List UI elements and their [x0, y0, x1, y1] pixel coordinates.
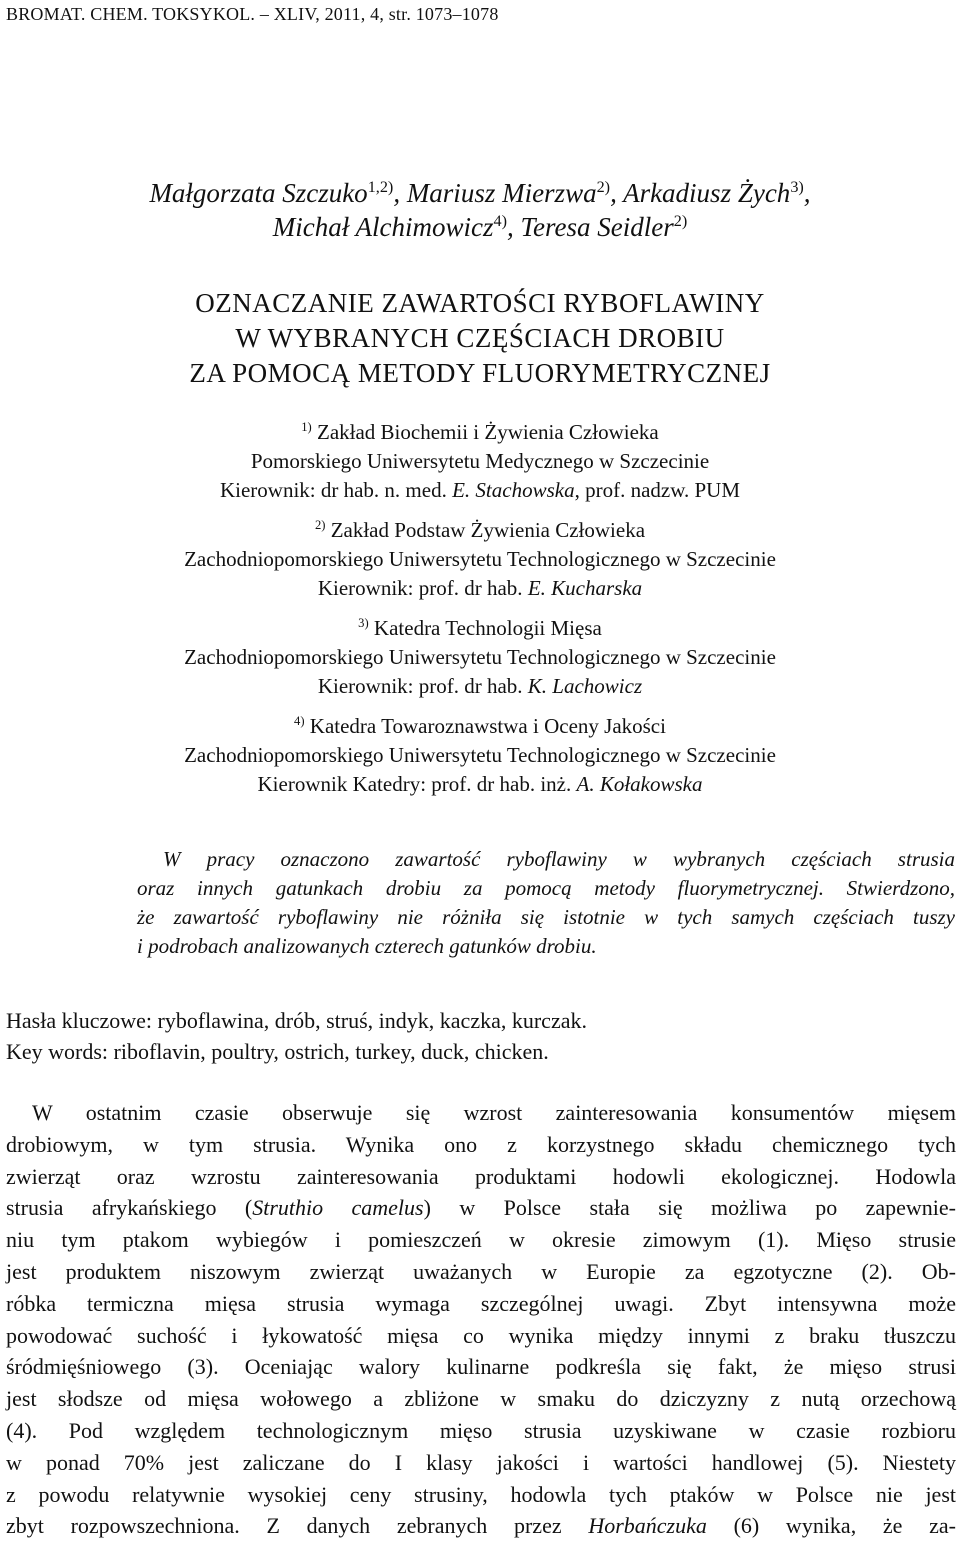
body-line	[6, 1383, 956, 1415]
affiliation-institution: Zachodniopomorskiego Uniwersytetu Technologicznego w Szczecinie	[184, 547, 776, 571]
body-text-run: jest słodsze od mięsa wołowego a zbliżone w smaku do dziczyzny z nutą orzechową	[6, 1386, 956, 1412]
affiliation-marker: 4)	[294, 714, 305, 728]
author-affiliation-marker: 2)	[673, 212, 688, 230]
body-text-run: zbyt rozpowszechniona. Z danych zebranych przez	[6, 1513, 589, 1539]
abstract-line: i podrobach analizowanych czterech gatunków drobiu.	[137, 934, 597, 958]
body-line	[6, 1415, 956, 1447]
affiliation-unit: Zakład Biochemii i Żywienia Człowieka	[311, 420, 659, 444]
article-title	[0, 286, 960, 391]
author-line-1	[0, 176, 960, 210]
author-line-2	[0, 210, 960, 244]
body-line	[6, 1192, 956, 1224]
author-affiliation-marker: 1,2)	[367, 178, 394, 196]
body-text-run: strusia afrykańskiego (	[6, 1195, 253, 1221]
author-affiliation-marker: 2)	[596, 178, 611, 196]
author-name: Michał Alchimowicz	[272, 212, 494, 242]
abstract	[137, 845, 955, 961]
journal-header: BROMAT. CHEM. TOKSYKOL. – XLIV, 2011, 4, str. 1073–1078	[6, 4, 499, 24]
abstract-line: że zawartość ryboflawiny nie różniła się istotnie w tych samych częściach tuszy	[137, 905, 955, 929]
author-name: Małgorzata Szczuko	[149, 178, 368, 208]
body-text-run: śródmięśniowego (3). Oceniając walory kulinarne podkreśla się fakt, że mięso strusi	[6, 1354, 956, 1380]
affiliation-institution: Zachodniopomorskiego Uniwersytetu Technologicznego w Szczecinie	[184, 645, 776, 669]
body-text-run: w ponad 70% jest zaliczane do I klasy jakości i wartości handlowej (5). Niestety	[6, 1449, 956, 1475]
affiliation-head-name: A. Kołakowska	[576, 772, 703, 796]
body-line	[6, 1510, 956, 1542]
author-name: , Arkadiusz Żych	[610, 178, 791, 208]
affiliation-unit: Katedra Towaroznawstwa i Oceny Jakości	[304, 714, 666, 738]
body-line	[6, 1224, 956, 1256]
body-line	[6, 1161, 956, 1193]
author-separator: ,	[803, 178, 811, 208]
affiliations	[0, 418, 960, 810]
affiliation-head-name: E. Stachowska	[452, 478, 575, 502]
keywords-pl: Hasła kluczowe: ryboflawina, drób, struś, indyk, kaczka, kurczak.	[6, 1008, 587, 1033]
affiliation-head-prefix: Kierownik Katedry: prof. dr hab. inż.	[257, 772, 577, 796]
body-line	[6, 1320, 956, 1352]
author-affiliation-marker: 3)	[790, 178, 804, 196]
keywords	[6, 1005, 956, 1067]
affiliation-unit: Katedra Technologii Mięsa	[368, 616, 602, 640]
affiliation-4	[0, 712, 960, 799]
body-line	[6, 1256, 956, 1288]
affiliation-marker: 1)	[301, 420, 312, 434]
body-text-run: (6) wynika, że za-	[706, 1513, 956, 1539]
affiliation-head-prefix: Kierownik: prof. dr hab.	[317, 576, 528, 600]
body-text-run: drobiowym, w tym strusia. Wynika ono z korzystnego składu chemicznego tych	[6, 1131, 956, 1157]
body-text-run: niu tym ptakom wybiegów i pomieszczeń w okresie zimowym (1). Mięso strusie	[6, 1227, 956, 1253]
affiliation-institution: Pomorskiego Uniwersytetu Medycznego w Szczecinie	[250, 449, 710, 473]
affiliation-marker: 2)	[314, 518, 326, 532]
affiliation-head-suffix: , prof. nadzw. PUM	[574, 478, 741, 502]
author-affiliation-marker: 4)	[493, 212, 507, 230]
body-text-run: W ostatnim czasie obserwuje się wzrost zainteresowania konsumentów mięsem	[32, 1100, 956, 1125]
body-line	[6, 1288, 956, 1320]
body-text-run: zwierząt oraz wzrostu zainteresowania produktami hodowli ekologicznej. Hodowla	[6, 1163, 956, 1189]
affiliation-2	[0, 516, 960, 603]
abstract-line: oraz innych gatunkach drobiu za pomocą metody fluorymetrycznej. Stwierdzono,	[137, 876, 955, 900]
affiliation-head-prefix: Kierownik: prof. dr hab.	[317, 674, 528, 698]
author-name: , Teresa Seidler	[506, 212, 674, 242]
body-line	[6, 1447, 956, 1479]
affiliation-head-prefix: Kierownik: dr hab. n. med.	[219, 478, 453, 502]
species-name: Struthio camelus	[252, 1195, 424, 1221]
affiliation-head-name: E. Kucharska	[527, 576, 643, 600]
abstract-line: W pracy oznaczono zawartość ryboflawiny w wybranych częściach strusia	[163, 847, 955, 871]
body-line	[6, 1479, 956, 1511]
title-line: OZNACZANIE ZAWARTOŚCI RYBOFLAWINY	[195, 288, 765, 318]
body-text-run: ) w Polsce stała się możliwa po zapewnie-	[423, 1195, 956, 1221]
affiliation-3	[0, 614, 960, 701]
body-text-run: (4). Pod względem technologicznym mięso strusia uzyskiwane w czasie rozbioru	[6, 1417, 956, 1443]
keywords-en: Key words: riboflavin, poultry, ostrich, turkey, duck, chicken.	[6, 1039, 549, 1064]
body-text-run: róbka termiczna mięsa strusia wymaga szczególnej uwagi. Zbyt intensywna może	[6, 1290, 956, 1316]
body-text	[6, 1097, 956, 1542]
body-text-run: jest produktem niszowym zwierząt uważanych w Europie za egzotyczne (2). Ob-	[6, 1258, 956, 1284]
body-line	[6, 1097, 956, 1129]
title-line: ZA POMOCĄ METODY FLUORYMETRYCZNEJ	[189, 358, 771, 388]
affiliation-marker: 3)	[358, 616, 369, 630]
body-line	[6, 1129, 956, 1161]
cited-author: Horbańczuka	[588, 1513, 707, 1539]
affiliation-1	[0, 418, 960, 505]
author-name: , Mariusz Mierzwa	[393, 178, 597, 208]
body-text-run: z powodu relatywnie wysokiej ceny strusiny, hodowla tych ptaków w Polsce nie jest	[6, 1481, 956, 1507]
affiliation-unit: Zakład Podstaw Żywienia Człowieka	[325, 518, 646, 542]
affiliation-institution: Zachodniopomorskiego Uniwersytetu Technologicznego w Szczecinie	[184, 743, 776, 767]
author-list	[0, 176, 960, 244]
title-line: W WYBRANYCH CZĘŚCIACH DROBIU	[235, 323, 725, 353]
body-line	[6, 1351, 956, 1383]
body-text-run: powodować suchość i łykowatość mięsa co wynika między innymi z braku tłuszczu	[6, 1322, 956, 1348]
affiliation-head-name: K. Lachowicz	[527, 674, 643, 698]
